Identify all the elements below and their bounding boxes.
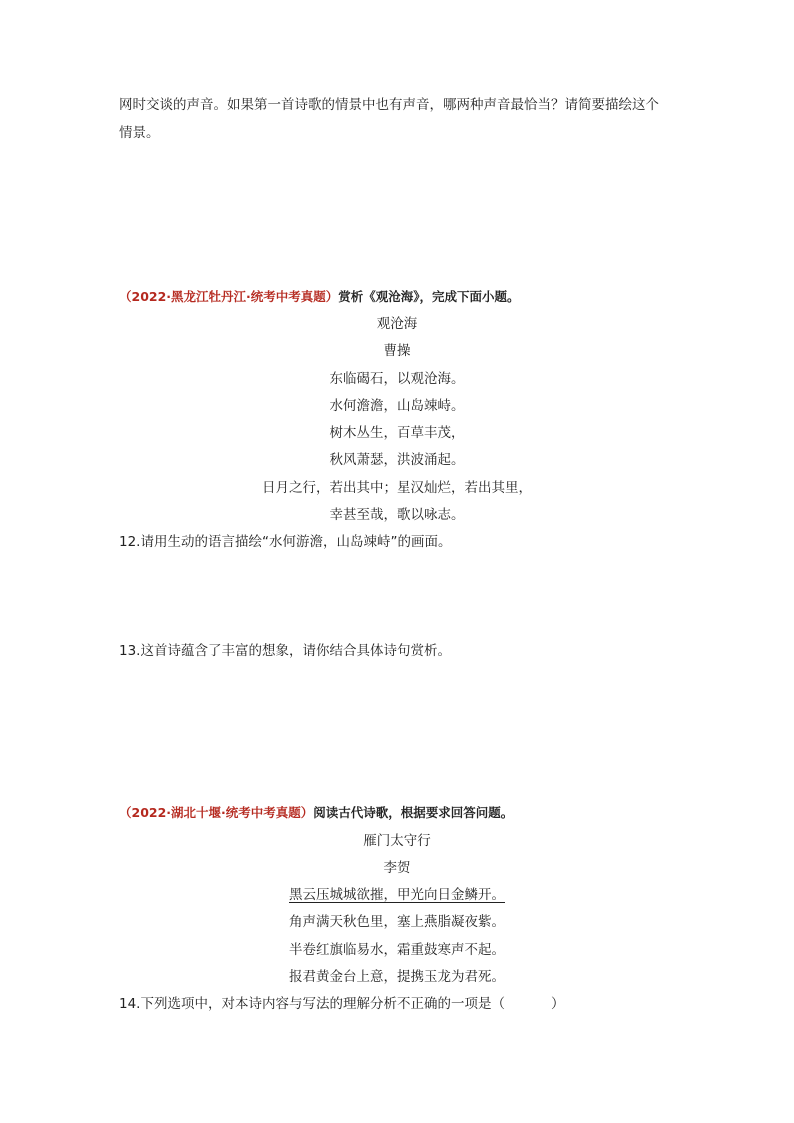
- section1-source-tag: （2022·黑龙江牡丹江·统考中考真题）: [119, 289, 339, 304]
- poem2-author: 李贺: [383, 860, 411, 876]
- poem2-title: 雁门太守行: [363, 833, 431, 849]
- section2-source-instruction: 阅读古代诗歌，根据要求回答问题。: [313, 805, 514, 820]
- underlined-text: 黑云压城城欲摧，甲光向日金鳞开。: [289, 887, 505, 903]
- poem1-line: 日月之行，若出其中；星汉灿烂，若出其里，: [262, 480, 532, 496]
- question-13: 13.这首诗蕴含了丰富的想象，请你结合具体诗句赏析。: [119, 643, 451, 659]
- question-14-text: 14.下列选项中，对本诗内容与写法的理解分析不正确的一项是（: [119, 996, 505, 1012]
- poem1-line: 树木丛生，百草丰茂，: [329, 425, 465, 441]
- poem1-line: 东临碣石，以观沧海。: [329, 371, 465, 387]
- section2-source-tag: （2022·湖北十堰·统考中考真题）: [119, 805, 314, 820]
- section1-source-instruction: 赏析《观沧海》，完成下面小题。: [338, 289, 520, 304]
- poem2-line: 角声满天秋色里，塞上燕脂凝夜紫。: [289, 914, 505, 930]
- intro-line-1: 网时交谈的声音。如果第一首诗歌的情景中也有声音，哪两种声音最恰当？请简要描绘这个: [119, 97, 659, 113]
- poem1-title: 观沧海: [376, 316, 418, 332]
- section2-source: [119, 803, 513, 823]
- question-14-close: ）: [550, 996, 565, 1012]
- poem2-line: 半卷红旗临易水，霜重鼓寒声不起。: [289, 942, 505, 958]
- poem2-line-underlined: [0, 885, 794, 905]
- poem1-line: 秋风萧瑟，洪波涌起。: [329, 452, 465, 468]
- poem1-line: 水何澹澹，山岛竦峙。: [329, 398, 465, 414]
- question-14: [119, 994, 564, 1014]
- poem1-author: 曹操: [383, 343, 411, 359]
- question-12: 12.请用生动的语言描绘“水何游澹，山岛竦峙”的画面。: [119, 534, 452, 550]
- section1-source: [119, 287, 520, 307]
- poem2-line: 报君黄金台上意，提携玉龙为君死。: [289, 969, 505, 985]
- intro-line-2: 情景。: [119, 125, 160, 141]
- poem1-line: 幸甚至哉，歌以咏志。: [329, 507, 465, 523]
